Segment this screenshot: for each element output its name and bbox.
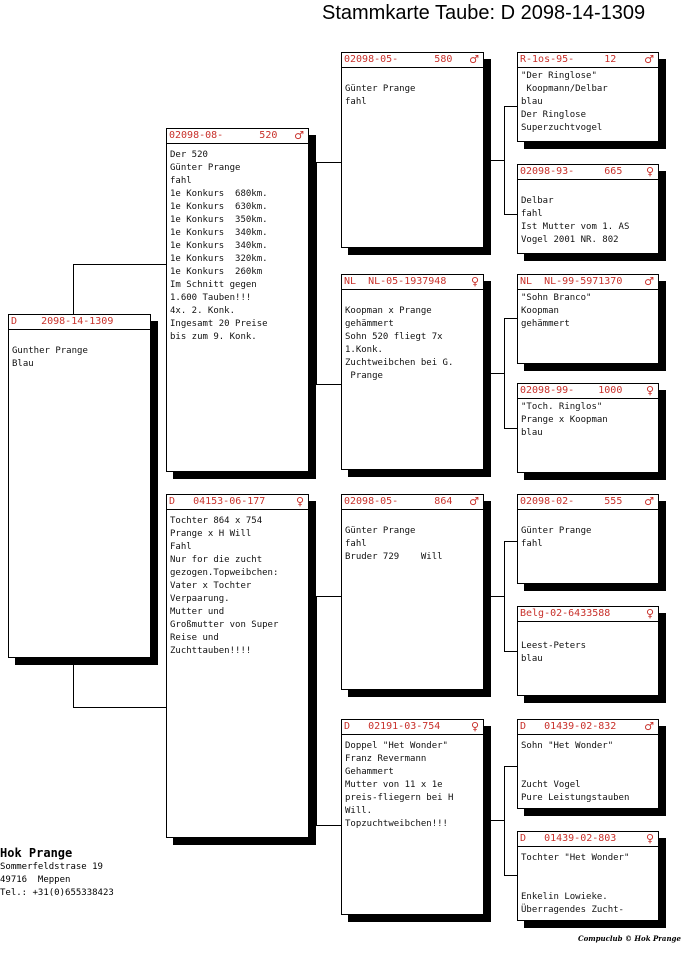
card-header: D 2098-14-1309 [11,316,114,327]
great-grandparent-card-fmm[interactable] [517,383,659,473]
card-body: "Sohn Branco" Koopman gehämmert [521,293,592,329]
divider [342,509,483,510]
divider [518,621,658,622]
card-body: "Toch. Ringlos" Prange x Koopman blau [521,402,608,438]
connector-line [316,596,341,597]
card-header: D 04153-06-177 ♀ [169,495,304,508]
card-header: 02098-02- 555 ♂ [520,495,654,508]
card-header: D 01439-02-832 ♂ [520,720,654,733]
card-body: Tochter "Het Wonder" Enkelin Lowieke. Überragendes Zucht- [521,853,630,915]
female-icon: ♀ [645,832,654,845]
divider [342,289,483,290]
grandfather-paternal-card[interactable] [341,52,484,248]
divider [518,509,658,510]
connector-line [73,264,74,314]
female-icon: ♀ [645,165,654,178]
great-grandparent-card-mff[interactable] [517,494,659,584]
divider [342,67,483,68]
connector-line [73,707,166,708]
connector-line [489,373,505,374]
great-grandparent-card-mfm[interactable] [517,606,659,696]
male-icon: ♂ [644,720,654,733]
card-body: Der 520 Günter Prange fahl 1e Konkurs 680km. 1e Konkurs 630km. 1e Konkurs 350km. 1e Konkurs 340km. 1e Konkurs 340km. 1e Konkurs 320km. 1e Konkurs 260km Im Schnitt gegen 1.600 Tauben!!! 4x. 2. Konk. Ingesamt 20 Preise bis zum 9. Konk. [170,150,268,342]
card-header: D 02191-03-754 ♀ [344,720,479,733]
card-body: Günter Prange fahl [345,84,416,107]
connector-line [316,596,317,826]
great-grandparent-card-mmm[interactable] [517,831,659,921]
subject-card[interactable] [8,314,151,658]
great-grandparent-card-ffm[interactable] [517,164,659,254]
great-grandparent-card-fff[interactable] [517,52,659,142]
female-icon: ♀ [645,384,654,397]
divider [167,143,308,144]
card-header: NL NL-05-1937948 ♀ [344,275,479,288]
card-header: R-1os-95- 12 ♂ [520,53,654,66]
connector-line [309,707,317,708]
connector-line [504,541,517,542]
connector-line [309,264,317,265]
male-icon: ♂ [469,53,479,66]
owner-address: Sommerfeldstrase 19 49716 Meppen Tel.: +31(0)655338423 [0,862,114,898]
connector-line [489,160,505,161]
great-grandparent-card-fmf[interactable] [517,274,659,364]
male-icon: ♂ [469,495,479,508]
divider [518,398,658,399]
card-body: "Der Ringlose" Koopmann/Delbar blau Der Ringlose Superzuchtvogel [521,71,608,133]
divider [167,509,308,510]
female-icon: ♀ [470,275,479,288]
footer-credit: Compuclub © Hok Prange [578,934,681,943]
card-header: 02098-05- 580 ♂ [344,53,479,66]
card-body: Sohn "Het Wonder" Zucht Vogel Pure Leistungstauben [521,741,630,803]
female-icon: ♀ [295,495,304,508]
card-header: 02098-05- 864 ♂ [344,495,479,508]
card-body: Günter Prange fahl [521,526,592,549]
connector-line [504,428,517,429]
card-body: Günter Prange fahl Bruder 729 Will [345,526,443,562]
male-icon: ♂ [644,275,654,288]
card-header: 02098-99- 1000 ♀ [520,384,654,397]
male-icon: ♂ [294,129,304,142]
connector-line [504,214,517,215]
divider [9,329,150,330]
great-grandparent-card-mmf[interactable] [517,719,659,809]
page-title: Stammkarte Taube: D 2098-14-1309 [322,2,646,24]
card-header: NL NL-99-5971370 ♂ [520,275,654,288]
divider [518,67,658,68]
female-icon: ♀ [470,720,479,733]
divider [518,289,658,290]
owner-block [0,845,200,900]
mother-card[interactable] [166,494,309,838]
connector-line [504,106,517,107]
connector-line [504,318,517,319]
divider [518,846,658,847]
connector-line [489,820,505,821]
connector-line [504,875,517,876]
connector-line [316,162,317,384]
card-body: Doppel "Het Wonder" Franz Revermann Gehammert Mutter von 11 x 1e preis-fliegern bei H Will. Topzuchtweibchen!!! [345,741,454,829]
card-body: Gunther Prange Blau [12,346,88,369]
card-body: Delbar fahl Ist Mutter vom 1. AS Vogel 2001 NR. 802 [521,196,630,245]
divider [342,734,483,735]
card-header: 02098-93- 665 ♀ [520,165,654,178]
card-body: Tochter 864 x 754 Prange x H Will Fahl Nur for die zucht gezogen.Topweibchen: Vater x Tochter Verpaarung. Mutter und Großmutter von Super Reise und Zuchttauben!!!! [170,516,279,656]
card-header: 02098-08- 520 ♂ [169,129,304,142]
father-card[interactable] [166,128,309,472]
connector-line [73,264,166,265]
connector-line [489,596,505,597]
divider [518,179,658,180]
male-icon: ♂ [644,495,654,508]
connector-line [316,162,341,163]
grandfather-maternal-card[interactable] [341,494,484,690]
card-body: Leest-Peters blau [521,641,587,664]
card-body: Koopman x Prange gehämmert Sohn 520 fliegt 7x 1.Konk. Zuchtweibchen bei G. Prange [345,306,454,381]
connector-line [504,766,517,767]
connector-line [73,658,74,708]
grandmother-maternal-card[interactable] [341,719,484,915]
connector-line [504,651,517,652]
divider [518,734,658,735]
male-icon: ♂ [644,53,654,66]
connector-line [316,825,341,826]
connector-line [316,384,341,385]
owner-name: Hok Prange [0,846,73,860]
female-icon: ♀ [645,607,654,620]
grandmother-paternal-card[interactable] [341,274,484,470]
card-header: Belg-02-6433588 ♀ [520,607,654,620]
card-header: D 01439-02-803 ♀ [520,832,654,845]
